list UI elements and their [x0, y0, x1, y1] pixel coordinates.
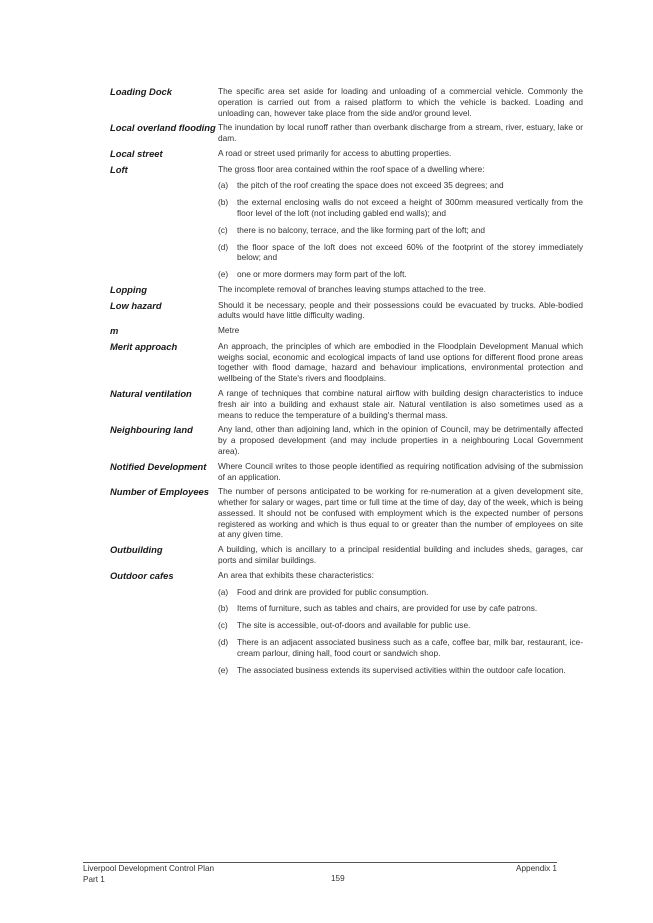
entry-term: Lopping — [110, 283, 147, 295]
definition-text: A road or street used primarily for access to abutting properties. — [218, 147, 452, 158]
glossary-entries — [110, 86, 583, 679]
glossary-entry — [110, 544, 583, 566]
entry-definition — [218, 544, 583, 566]
definition-text: The incomplete removal of branches leaving stumps attached to the tree. — [218, 283, 486, 294]
entry-term: Natural ventilation — [110, 387, 192, 399]
entry-definition — [218, 122, 583, 144]
entry-definition — [218, 341, 583, 384]
entry-term: Loft — [110, 163, 128, 175]
list-item-label: (d) — [218, 241, 229, 252]
entry-term: Loading Dock — [110, 86, 172, 97]
glossary-entry — [110, 341, 583, 384]
list-item-label: (c) — [218, 224, 228, 235]
list-item-label: (a) — [218, 180, 229, 191]
list-item — [218, 620, 583, 631]
entry-definition — [218, 388, 583, 420]
list-item — [218, 197, 583, 219]
footer-part: Part 1 — [83, 874, 105, 884]
list-item-label: (e) — [218, 664, 229, 675]
glossary-entry — [110, 424, 583, 456]
entry-term: Notified Development — [110, 460, 207, 472]
glossary-entry — [110, 300, 583, 322]
glossary-entry — [110, 164, 583, 280]
list-item-label: (e) — [218, 269, 229, 280]
list-item-text: there is no balcony, terrace, and the like forming part of the loft; and — [237, 224, 485, 235]
list-item — [218, 180, 583, 191]
glossary-entry — [110, 461, 583, 483]
definition-text: The inundation by local runoff rather than overbank discharge from a stream, river, estuary, lake or dam. — [218, 122, 583, 144]
definition-text: Any land, other than adjoining land, which in the opinion of Council, may be detrimentally affected by a proposed development (and may include properties in a neighbouring Local Government area). — [218, 424, 583, 456]
glossary-entry — [110, 86, 583, 118]
list-item — [218, 637, 583, 659]
entry-term: Local overland flooding — [110, 122, 216, 134]
definition-text: The number of persons anticipated to be working for re-numeration at a given development site, whether for salary or wages, part time or full time at the time of day, day of the week, which is being assessed. It should not be confused with employment which is the expected number of persons registered as working and which is thus equal to or greater than the number of employees on site at any given time. — [218, 486, 583, 540]
list-item-text: The site is accessible, out-of-doors and available for public use. — [237, 620, 471, 631]
entry-term: m — [110, 325, 119, 337]
definition-text: Should it be necessary, people and their possessions could be evacuated by trucks. Able-bodied adults would have little difficulty wading. — [218, 299, 583, 321]
list-item-text: the floor space of the loft does not exceed 60% of the footprint of the storey immediately below; and — [237, 241, 583, 263]
entry-term: Low hazard — [110, 299, 162, 311]
entry-definition — [218, 325, 583, 337]
definition-text: A range of techniques that combine natural airflow with building design characteristics to induce fresh air into a building and exhaust stale air. Natural ventilation is also sometimes used as a means to reduce the temperature of a building's thermal mass. — [218, 387, 583, 420]
definition-list — [218, 587, 583, 676]
glossary-entry — [110, 570, 583, 676]
footer-doc-title: Liverpool Development Control Plan — [83, 864, 215, 873]
glossary-entry — [110, 148, 583, 160]
list-item-label: (a) — [218, 586, 229, 597]
entry-term: Local street — [110, 147, 163, 159]
list-item-text: the external enclosing walls do not exceed a height of 300mm measured vertically from the floor level of the loft (not including gabled end walls); and — [237, 197, 583, 218]
list-item-text: The associated business extends its supervised activities within the outdoor cafe location. — [237, 664, 566, 675]
entry-definition — [218, 424, 583, 456]
definition-text: An approach, the principles of which are embodied in the Floodplain Development Manual which weighs social, economic and ecological impacts of land use options for different flood prone areas together with flood damage, hazard and behaviour implications, environmental protection and wellbeing of the State's rivers and floodplains. — [218, 340, 583, 384]
glossary-entry — [110, 486, 583, 540]
list-item-label: (d) — [218, 637, 229, 648]
definition-text: The specific area set aside for loading and unloading of a commercial vehicle. Commonly the operation is carried out from a raised platform to which the vehicle is backed. Loading and unloading can, however take place from the side and/or ground level. — [218, 86, 583, 118]
definition-text: Where Council writes to those people identified as requiring notification advising of the submission of an application. — [218, 460, 583, 482]
entry-term: Merit approach — [110, 340, 178, 352]
footer-divider — [83, 862, 557, 863]
entry-definition — [218, 86, 583, 118]
footer-doc-info — [83, 864, 214, 885]
glossary-entry — [110, 284, 583, 296]
definition-text: An area that exhibits these characteristics: — [218, 569, 374, 580]
definition-text: The gross floor area contained within the roof space of a dwelling where: — [218, 163, 485, 174]
glossary-entry — [110, 122, 583, 144]
definition-list — [218, 180, 583, 280]
list-item — [218, 587, 583, 598]
definition-text: A building, which is ancillary to a principal residential building and includes sheds, garages, car ports and similar buildings. — [218, 544, 583, 566]
entry-definition — [218, 284, 583, 296]
glossary-entry — [110, 325, 583, 337]
list-item — [218, 269, 583, 280]
definition-text: Metre — [218, 325, 240, 336]
entry-definition — [218, 570, 583, 676]
footer-page-number: 159 — [331, 874, 345, 883]
list-item-text: Food and drink are provided for public consumption. — [237, 586, 429, 597]
list-item — [218, 225, 583, 236]
entry-term: Neighbouring land — [110, 424, 193, 436]
list-item-label: (c) — [218, 620, 228, 631]
list-item-text: Items of furniture, such as tables and chairs, are provided for use by cafe patrons. — [237, 603, 538, 614]
entry-definition — [218, 486, 583, 540]
entry-definition — [218, 148, 583, 160]
list-item — [218, 603, 583, 614]
list-item-label: (b) — [218, 603, 229, 614]
entry-term: Number of Employees — [110, 486, 209, 498]
glossary-entry — [110, 388, 583, 420]
list-item — [218, 242, 583, 264]
footer-appendix: Appendix 1 — [516, 864, 557, 873]
list-item — [218, 665, 583, 676]
list-item-text: There is an adjacent associated business such as a cafe, coffee bar, milk bar, restaurant, ice-cream parlour, dining hall, food court or sandwich shop. — [237, 637, 583, 658]
entry-definition — [218, 461, 583, 483]
entry-definition — [218, 300, 583, 322]
list-item-label: (b) — [218, 197, 229, 208]
list-item-text: one or more dormers may form part of the loft. — [237, 269, 407, 280]
entry-term: Outdoor cafes — [110, 569, 174, 581]
list-item-text: the pitch of the roof creating the space does not exceed 35 degrees; and — [237, 180, 504, 191]
entry-term: Outbuilding — [110, 544, 163, 556]
entry-definition — [218, 164, 583, 280]
